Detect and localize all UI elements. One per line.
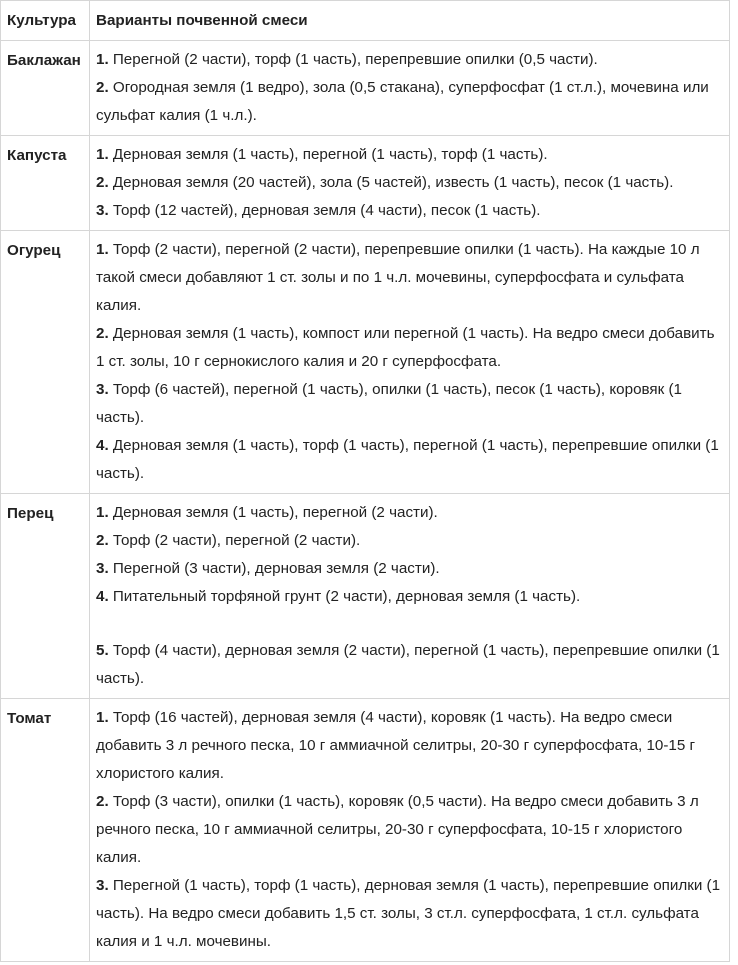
option-number: 3. — [96, 381, 109, 398]
option-text: Торф (4 части), дерновая земля (2 части), перегной (1 часть), перепревшие опилки (1 часть). — [96, 642, 720, 687]
soil-mix-option — [96, 555, 723, 583]
soil-mix-option — [96, 236, 723, 320]
option-number: 1. — [96, 241, 109, 258]
soil-mix-option — [96, 432, 723, 488]
soil-mix-options — [90, 699, 730, 962]
table-header-row — [1, 1, 730, 41]
soil-mix-option — [96, 74, 723, 130]
option-text: Перегной (2 части), торф (1 часть), перепревшие опилки (0,5 части). — [108, 51, 598, 68]
option-number: 1. — [96, 709, 109, 726]
option-text: Торф (3 части), опилки (1 часть), коровяк (0,5 части). На ведро смеси добавить 3 л речного песка, 10 г аммиачной селитры, 20-30 г суперфосфата, 10-15 г хлористого калия. — [96, 793, 699, 866]
option-number: 2. — [96, 79, 109, 96]
crop-name: Огурец — [1, 231, 90, 494]
option-number: 4. — [96, 437, 109, 454]
soil-mix-option — [96, 320, 723, 376]
option-text: Торф (2 части), перегной (2 части). — [108, 532, 361, 549]
soil-mix-option — [96, 141, 723, 169]
soil-mix-option — [96, 376, 723, 432]
soil-mix-option — [96, 46, 723, 74]
option-number: 1. — [96, 146, 109, 163]
table-row — [1, 494, 730, 699]
soil-mix-option — [96, 704, 723, 788]
option-number: 5. — [96, 642, 109, 659]
option-number: 2. — [96, 793, 109, 810]
soil-mix-options — [90, 136, 730, 231]
option-text: Дерновая земля (20 частей), зола (5 частей), известь (1 часть), песок (1 часть). — [108, 174, 674, 191]
option-text: Торф (12 частей), дерновая земля (4 части), песок (1 часть). — [108, 202, 541, 219]
crop-name: Томат — [1, 699, 90, 962]
option-text: Перегной (1 часть), торф (1 часть), дерновая земля (1 часть), перепревшие опилки (1 часть). На ведро смеси добавить 1,5 ст. золы, 3 ст.л. суперфосфата, 1 ст.л. сульфата калия и 1 ч.л. мочевины. — [96, 877, 721, 950]
option-number: 3. — [96, 202, 109, 219]
option-text: Дерновая земля (1 часть), компост или перегной (1 часть). На ведро смеси добавить 1 ст. золы, 10 г сернокислого калия и 20 г суперфосфата. — [96, 325, 715, 370]
table-row — [1, 136, 730, 231]
soil-mix-option — [96, 527, 723, 555]
option-text: Дерновая земля (1 часть), перегной (2 части). — [108, 504, 438, 521]
table-row — [1, 231, 730, 494]
option-number: 3. — [96, 877, 109, 894]
option-text: Торф (2 части), перегной (2 части), перепревшие опилки (1 часть). На каждые 10 л такой смеси добавляют 1 ст. золы и по 1 ч.л. мочевины, суперфосфата и сульфата калия. — [96, 241, 700, 314]
soil-mix-options — [90, 494, 730, 699]
option-text: Перегной (3 части), дерновая земля (2 части). — [108, 560, 440, 577]
crop-name: Баклажан — [1, 41, 90, 136]
table-row — [1, 699, 730, 962]
option-text: Питательный торфяной грунт (2 части), дерновая земля (1 часть). — [108, 588, 581, 605]
soil-mix-option — [96, 872, 723, 956]
soil-mix-options — [90, 231, 730, 494]
soil-mix-option — [96, 637, 723, 693]
option-number: 1. — [96, 51, 109, 68]
soil-mix-option — [96, 197, 723, 225]
soil-mix-option — [96, 788, 723, 872]
option-text: Дерновая земля (1 часть), перегной (1 часть), торф (1 часть). — [108, 146, 548, 163]
option-number: 2. — [96, 532, 109, 549]
option-text: Огородная земля (1 ведро), зола (0,5 стакана), суперфосфат (1 ст.л.), мочевина или сульфат калия (1 ч.л.). — [96, 79, 709, 124]
option-text: Торф (16 частей), дерновая земля (4 части), коровяк (1 часть). На ведро смеси добавить 3 л речного песка, 10 г аммиачной селитры, 20-30 г суперфосфата, 10-15 г хлористого калия. — [96, 709, 696, 782]
option-text: Торф (6 частей), перегной (1 часть), опилки (1 часть), песок (1 часть), коровяк (1 часть). — [96, 381, 682, 426]
crop-name: Перец — [1, 494, 90, 699]
option-text: Дерновая земля (1 часть), торф (1 часть), перегной (1 часть), перепревшие опилки (1 часть). — [96, 437, 719, 482]
header-soil-mix-options: Варианты почвенной смеси — [90, 1, 730, 41]
soil-mix-option — [96, 169, 723, 197]
option-number: 3. — [96, 560, 109, 577]
option-number: 4. — [96, 588, 109, 605]
soil-mix-option — [96, 499, 723, 527]
header-crop: Культура — [1, 1, 90, 41]
crop-name: Капуста — [1, 136, 90, 231]
option-number: 2. — [96, 325, 109, 342]
table-row — [1, 41, 730, 136]
soil-mix-options — [90, 41, 730, 136]
option-number: 2. — [96, 174, 109, 191]
soil-mix-option — [96, 583, 723, 611]
option-number: 1. — [96, 504, 109, 521]
